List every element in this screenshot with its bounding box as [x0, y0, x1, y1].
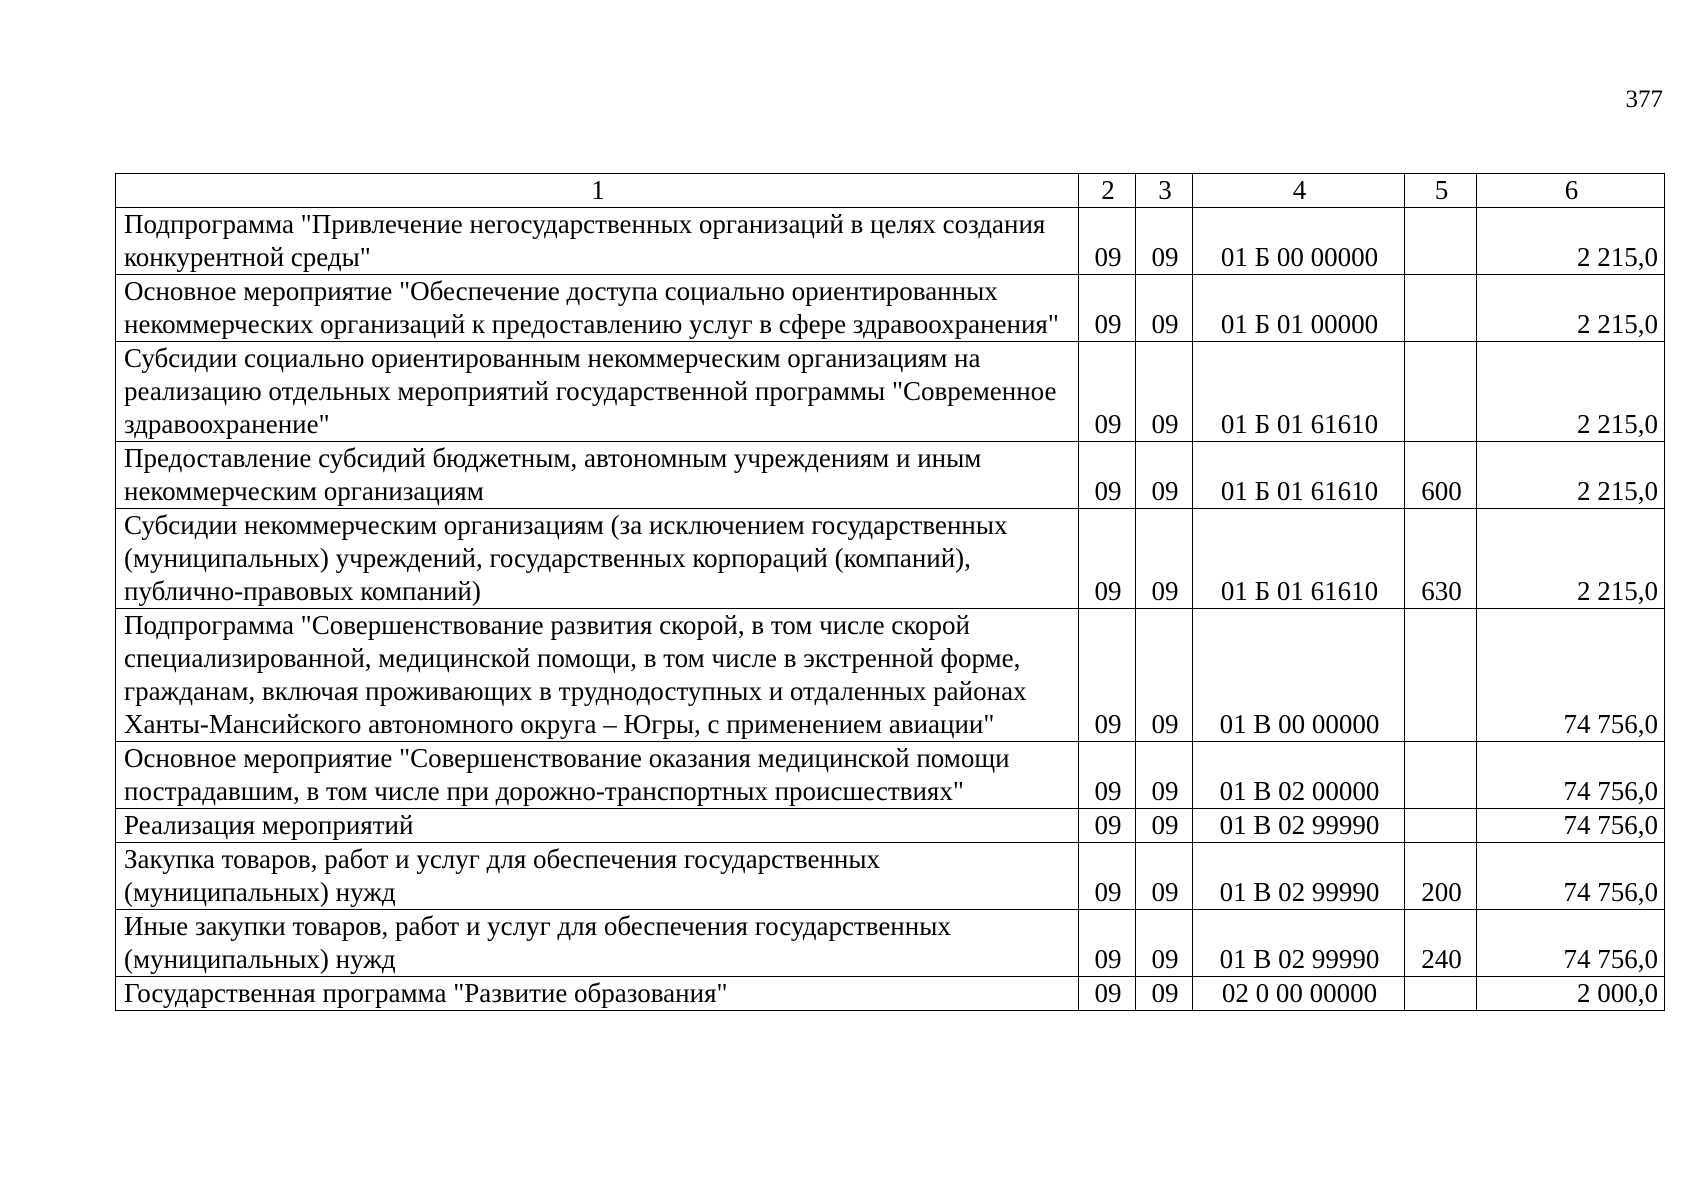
section-code: 09 — [1079, 609, 1136, 742]
expense-type-code — [1405, 977, 1477, 1011]
amount: 2 215,0 — [1477, 442, 1665, 509]
expense-type-code: 630 — [1405, 509, 1477, 609]
column-header: 6 — [1477, 174, 1665, 208]
row-name: Иные закупки товаров, работ и услуг для обеспечения государственных (муниципальных) нужд — [116, 910, 1079, 977]
target-article-code: 02 0 00 00000 — [1193, 977, 1405, 1011]
target-article-code: 01 В 02 99990 — [1193, 843, 1405, 910]
row-name: Субсидии социально ориентированным некоммерческим организациям на реализацию отдельных мероприятий государственной программы "Современное здравоохранение" — [116, 342, 1079, 442]
amount: 2 000,0 — [1477, 977, 1665, 1011]
expense-type-code — [1405, 275, 1477, 342]
section-code: 09 — [1079, 910, 1136, 977]
row-name: Государственная программа "Развитие образования" — [116, 977, 1079, 1011]
table-row — [116, 609, 1665, 742]
target-article-code: 01 В 02 99990 — [1193, 809, 1405, 843]
column-header: 5 — [1405, 174, 1477, 208]
subsection-code: 09 — [1136, 442, 1193, 509]
row-name: Подпрограмма "Привлечение негосударственных организаций в целях создания конкурентной среды" — [116, 208, 1079, 275]
amount: 2 215,0 — [1477, 275, 1665, 342]
table-row — [116, 977, 1665, 1011]
row-name: Предоставление субсидий бюджетным, автономным учреждениям и иным некоммерческим организациям — [116, 442, 1079, 509]
amount: 74 756,0 — [1477, 609, 1665, 742]
target-article-code: 01 Б 01 00000 — [1193, 275, 1405, 342]
expense-type-code: 600 — [1405, 442, 1477, 509]
target-article-code: 01 Б 01 61610 — [1193, 442, 1405, 509]
table-row — [116, 342, 1665, 442]
table-row — [116, 742, 1665, 809]
subsection-code: 09 — [1136, 843, 1193, 910]
amount: 2 215,0 — [1477, 208, 1665, 275]
subsection-code: 09 — [1136, 509, 1193, 609]
subsection-code: 09 — [1136, 910, 1193, 977]
table-row — [116, 509, 1665, 609]
section-code: 09 — [1079, 809, 1136, 843]
subsection-code: 09 — [1136, 208, 1193, 275]
table-row — [116, 843, 1665, 910]
table-row — [116, 275, 1665, 342]
section-code: 09 — [1079, 977, 1136, 1011]
expense-type-code — [1405, 342, 1477, 442]
subsection-code: 09 — [1136, 742, 1193, 809]
header-row — [116, 174, 1665, 208]
section-code: 09 — [1079, 843, 1136, 910]
expense-type-code — [1405, 809, 1477, 843]
target-article-code: 01 В 00 00000 — [1193, 609, 1405, 742]
column-header: 4 — [1193, 174, 1405, 208]
table-row — [116, 809, 1665, 843]
table-row — [116, 442, 1665, 509]
section-code: 09 — [1079, 275, 1136, 342]
subsection-code: 09 — [1136, 342, 1193, 442]
amount: 2 215,0 — [1477, 509, 1665, 609]
table-body — [116, 208, 1665, 1011]
column-header: 1 — [116, 174, 1079, 208]
amount: 74 756,0 — [1477, 742, 1665, 809]
subsection-code: 09 — [1136, 275, 1193, 342]
column-header: 3 — [1136, 174, 1193, 208]
expense-type-code: 240 — [1405, 910, 1477, 977]
expense-type-code: 200 — [1405, 843, 1477, 910]
target-article-code: 01 В 02 00000 — [1193, 742, 1405, 809]
column-header: 2 — [1079, 174, 1136, 208]
subsection-code: 09 — [1136, 977, 1193, 1011]
row-name: Подпрограмма "Совершенствование развития скорой, в том числе скорой специализированной, медицинской помощи, в том числе в экстренной форме, гражданам, включая проживающих в труднодоступных и отдаленных районах Ханты-Мансийского автономного округа – Югры, с применением авиации" — [116, 609, 1079, 742]
expense-type-code — [1405, 609, 1477, 742]
section-code: 09 — [1079, 442, 1136, 509]
section-code: 09 — [1079, 509, 1136, 609]
subsection-code: 09 — [1136, 809, 1193, 843]
subsection-code: 09 — [1136, 609, 1193, 742]
target-article-code: 01 В 02 99990 — [1193, 910, 1405, 977]
amount: 74 756,0 — [1477, 843, 1665, 910]
target-article-code: 01 Б 00 00000 — [1193, 208, 1405, 275]
row-name: Основное мероприятие "Обеспечение доступа социально ориентированных некоммерческих организаций к предоставлению услуг в сфере здравоохранения" — [116, 275, 1079, 342]
page-number: 377 — [1625, 86, 1663, 113]
amount: 2 215,0 — [1477, 342, 1665, 442]
row-name: Субсидии некоммерческим организациям (за исключением государственных (муниципальных) учреждений, государственных корпораций (компаний), публично-правовых компаний) — [116, 509, 1079, 609]
row-name: Основное мероприятие "Совершенствование оказания медицинской помощи пострадавшим, в том числе при дорожно-транспортных происшествиях" — [116, 742, 1079, 809]
row-name: Реализация мероприятий — [116, 809, 1079, 843]
table-row — [116, 208, 1665, 275]
target-article-code: 01 Б 01 61610 — [1193, 342, 1405, 442]
expense-type-code — [1405, 742, 1477, 809]
table-row — [116, 910, 1665, 977]
row-name: Закупка товаров, работ и услуг для обеспечения государственных (муниципальных) нужд — [116, 843, 1079, 910]
amount: 74 756,0 — [1477, 809, 1665, 843]
amount: 74 756,0 — [1477, 910, 1665, 977]
section-code: 09 — [1079, 342, 1136, 442]
section-code: 09 — [1079, 742, 1136, 809]
expense-type-code — [1405, 208, 1477, 275]
budget-table — [115, 173, 1665, 1011]
section-code: 09 — [1079, 208, 1136, 275]
target-article-code: 01 Б 01 61610 — [1193, 509, 1405, 609]
